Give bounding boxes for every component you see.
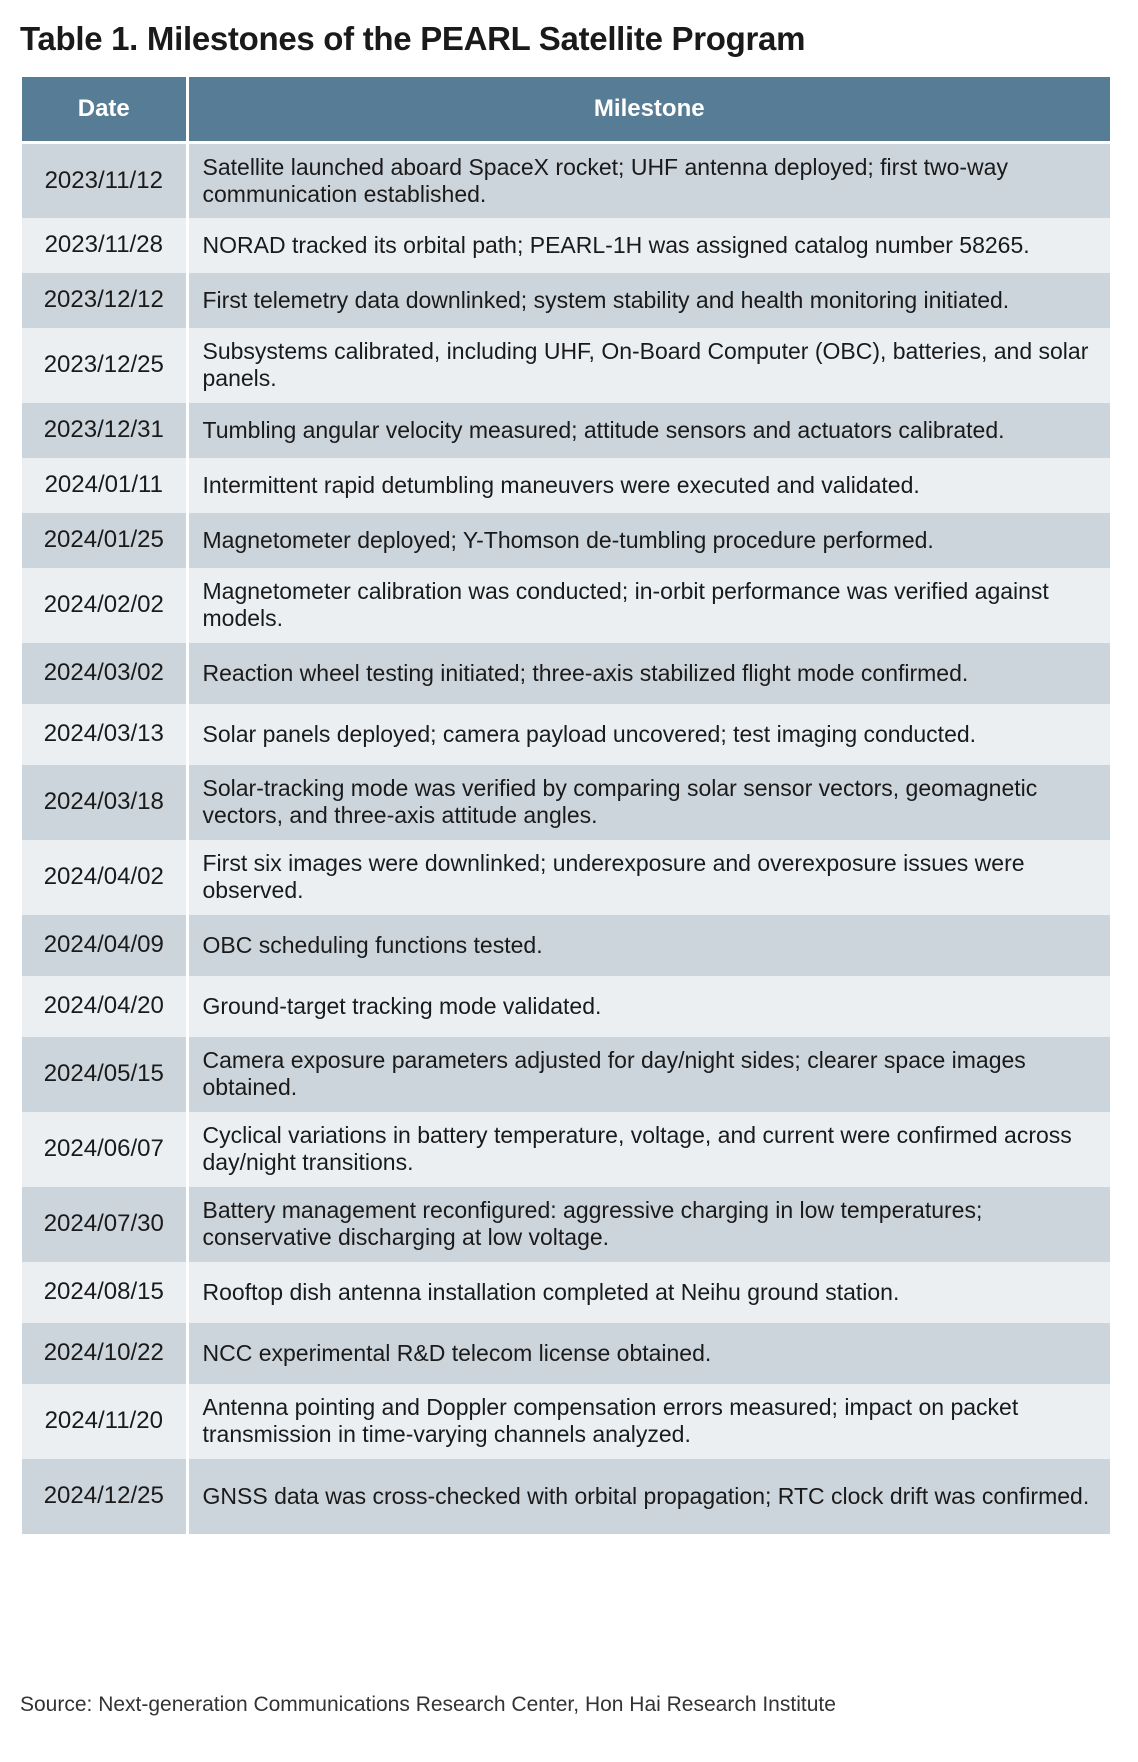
milestone-cell: Solar-tracking mode was verified by comparing solar sensor vectors, geomagnetic vectors, and three-axis attitude angles.	[187, 765, 1110, 840]
table-row	[22, 1323, 1110, 1384]
date-cell: 2024/02/02	[22, 568, 187, 643]
table-row	[22, 840, 1110, 915]
date-cell: 2024/01/11	[22, 458, 187, 513]
date-cell: 2024/07/30	[22, 1187, 187, 1262]
milestone-cell: Intermittent rapid detumbling maneuvers were executed and validated.	[187, 458, 1110, 513]
date-cell: 2023/12/31	[22, 403, 187, 458]
date-cell: 2023/11/12	[22, 143, 187, 218]
table-row	[22, 273, 1110, 328]
table-row	[22, 1112, 1110, 1187]
table-row	[22, 458, 1110, 513]
table-header-row	[22, 77, 1110, 143]
milestone-cell: Magnetometer calibration was conducted; in-orbit performance was verified against models.	[187, 568, 1110, 643]
table-row	[22, 568, 1110, 643]
milestone-cell: Solar panels deployed; camera payload uncovered; test imaging conducted.	[187, 704, 1110, 765]
date-cell: 2024/03/02	[22, 643, 187, 704]
table-row	[22, 1384, 1110, 1459]
milestone-cell: NCC experimental R&D telecom license obtained.	[187, 1323, 1110, 1384]
table-row	[22, 328, 1110, 403]
date-cell: 2024/06/07	[22, 1112, 187, 1187]
table-row	[22, 1037, 1110, 1112]
milestone-column-header: Milestone	[187, 77, 1110, 143]
milestone-cell: First telemetry data downlinked; system stability and health monitoring initiated.	[187, 273, 1110, 328]
milestone-cell: Magnetometer deployed; Y-Thomson de-tumbling procedure performed.	[187, 513, 1110, 568]
milestone-cell: Rooftop dish antenna installation completed at Neihu ground station.	[187, 1262, 1110, 1323]
milestone-cell: Antenna pointing and Doppler compensation errors measured; impact on packet transmission in time-varying channels analyzed.	[187, 1384, 1110, 1459]
date-cell: 2024/11/20	[22, 1384, 187, 1459]
date-cell: 2024/04/02	[22, 840, 187, 915]
milestone-cell: Ground-target tracking mode validated.	[187, 976, 1110, 1037]
table-row	[22, 765, 1110, 840]
table-row	[22, 218, 1110, 273]
date-cell: 2024/08/15	[22, 1262, 187, 1323]
date-cell: 2024/12/25	[22, 1459, 187, 1534]
date-cell: 2023/12/25	[22, 328, 187, 403]
milestones-table	[22, 77, 1110, 1534]
table-row	[22, 915, 1110, 976]
date-cell: 2024/03/13	[22, 704, 187, 765]
milestone-cell: OBC scheduling functions tested.	[187, 915, 1110, 976]
table-row	[22, 643, 1110, 704]
table-row	[22, 1187, 1110, 1262]
table-title: Table 1. Milestones of the PEARL Satellite Program	[20, 20, 806, 57]
milestone-cell: Reaction wheel testing initiated; three-axis stabilized flight mode confirmed.	[187, 643, 1110, 704]
milestone-cell: Satellite launched aboard SpaceX rocket; UHF antenna deployed; first two-way communication established.	[187, 143, 1110, 218]
milestone-cell: Subsystems calibrated, including UHF, On-Board Computer (OBC), batteries, and solar panels.	[187, 328, 1110, 403]
milestone-cell: NORAD tracked its orbital path; PEARL-1H was assigned catalog number 58265.	[187, 218, 1110, 273]
date-cell: 2024/01/25	[22, 513, 187, 568]
date-cell: 2024/03/18	[22, 765, 187, 840]
date-cell: 2024/04/09	[22, 915, 187, 976]
table-row	[22, 143, 1110, 218]
milestone-cell: Tumbling angular velocity measured; attitude sensors and actuators calibrated.	[187, 403, 1110, 458]
table-row	[22, 403, 1110, 458]
date-cell: 2024/05/15	[22, 1037, 187, 1112]
table-row	[22, 976, 1110, 1037]
milestone-cell: Battery management reconfigured: aggressive charging in low temperatures; conservative discharging at low voltage.	[187, 1187, 1110, 1262]
date-cell: 2024/04/20	[22, 976, 187, 1037]
source-note: Source: Next-generation Communications Research Center, Hon Hai Research Institute	[20, 1693, 836, 1716]
table-row	[22, 704, 1110, 765]
date-cell: 2024/10/22	[22, 1323, 187, 1384]
date-cell: 2023/12/12	[22, 273, 187, 328]
milestone-cell: GNSS data was cross-checked with orbital propagation; RTC clock drift was confirmed.	[187, 1459, 1110, 1534]
milestone-cell: Cyclical variations in battery temperature, voltage, and current were confirmed across day/night transitions.	[187, 1112, 1110, 1187]
milestone-cell: First six images were downlinked; underexposure and overexposure issues were observed.	[187, 840, 1110, 915]
table-row	[22, 513, 1110, 568]
date-cell: 2023/11/28	[22, 218, 187, 273]
date-column-header: Date	[22, 77, 187, 143]
table-row	[22, 1262, 1110, 1323]
table-row	[22, 1459, 1110, 1534]
milestone-cell: Camera exposure parameters adjusted for day/night sides; clearer space images obtained.	[187, 1037, 1110, 1112]
